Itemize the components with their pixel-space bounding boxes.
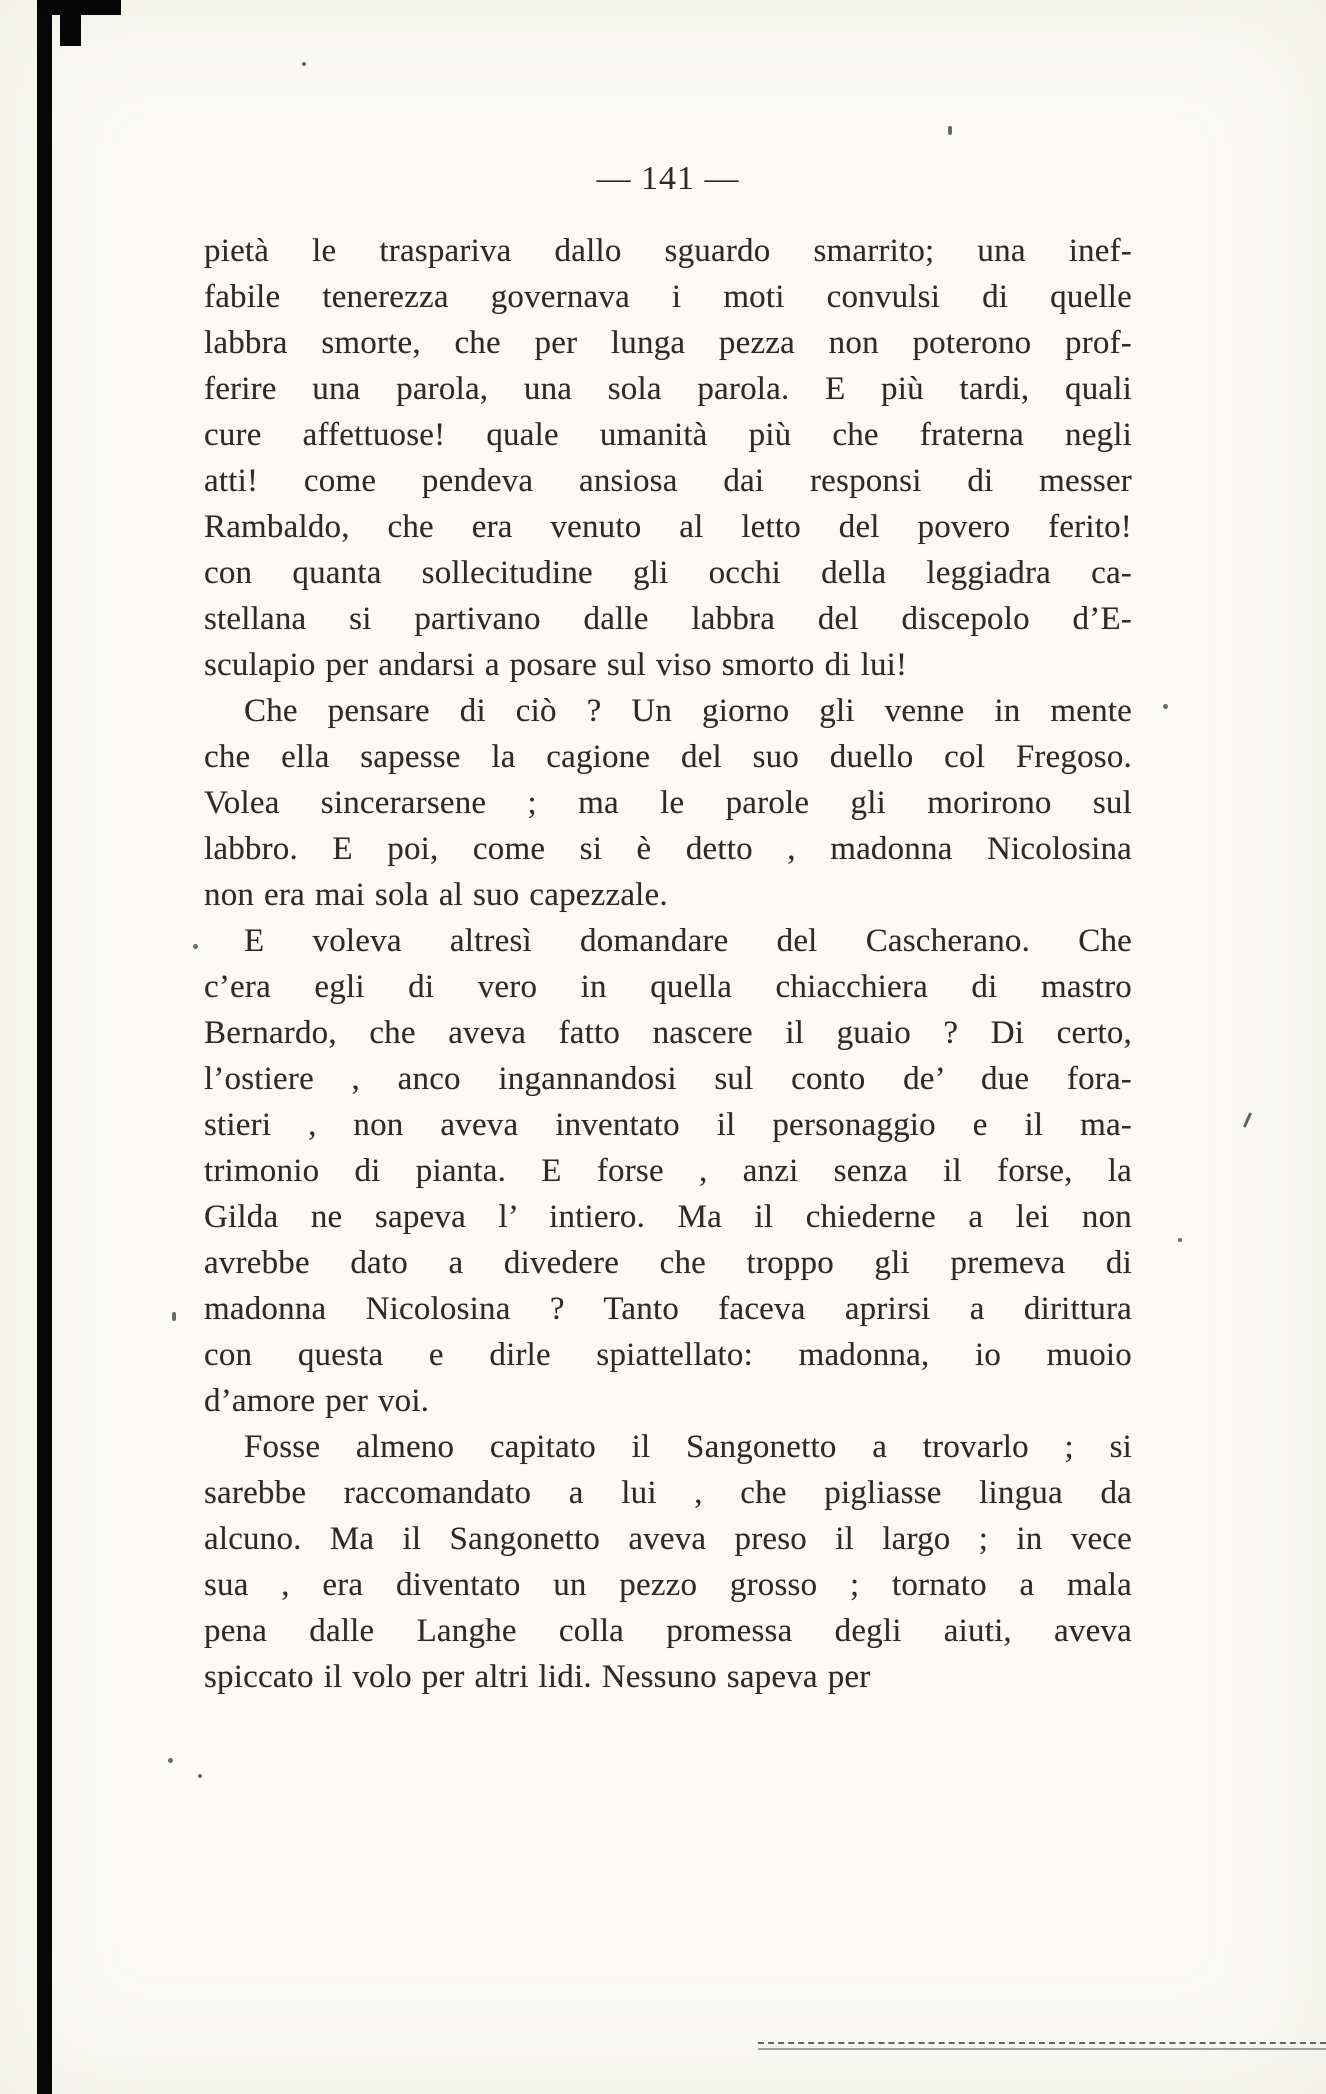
paragraph	[204, 918, 1132, 1424]
text-line: c’era egli di vero in quella chiacchiera di mastro	[204, 969, 1132, 1005]
text-line: Rambaldo, che era venuto al letto del povero ferito!	[204, 509, 1132, 545]
text-line: sculapio per andarsi a posare sul viso smorto di lui!	[204, 647, 908, 683]
text-line: E voleva altresì domandare del Cascherano. Che	[244, 923, 1132, 959]
text-line: Che pensare di ciò ? Un giorno gli venne in mente	[244, 693, 1132, 729]
ink-speck	[198, 1774, 202, 1778]
text-line: alcuno. Ma il Sangonetto aveva preso il largo ; in vece	[204, 1521, 1132, 1557]
page-edge-line	[758, 2042, 1326, 2052]
ink-speck	[1163, 704, 1168, 709]
text-line: pena dalle Langhe colla promessa degli aiuti, aveva	[204, 1613, 1132, 1649]
text-line: sarebbe raccomandato a lui , che pigliasse lingua da	[204, 1475, 1132, 1511]
text-line: cure affettuose! quale umanità più che fraterna negli	[204, 417, 1132, 453]
text-line: madonna Nicolosina ? Tanto faceva aprirsi a dirittura	[204, 1291, 1132, 1327]
text-line: pietà le traspariva dallo sguardo smarrito; una inef-	[204, 233, 1132, 269]
text-line: l’ostiere , anco ingannandosi sul conto de’ due fora-	[204, 1061, 1132, 1097]
page-number: — 141 —	[596, 160, 740, 197]
text-line: con quanta sollecitudine gli occhi della leggiadra ca-	[204, 555, 1132, 591]
text-line: stellana si partivano dalle labbra del discepolo d’E-	[204, 601, 1132, 637]
text-line: Bernardo, che aveva fatto nascere il guaio ? Di certo,	[204, 1015, 1132, 1051]
ink-speck	[193, 944, 198, 949]
page-text	[204, 228, 1132, 1700]
ink-speck	[172, 1312, 176, 1321]
text-line: d’amore per voi.	[204, 1383, 430, 1419]
ink-speck	[302, 62, 306, 66]
text-line: che ella sapesse la cagione del suo duello col Fregoso.	[204, 739, 1132, 775]
text-line: fabile tenerezza governava i moti convulsi di quelle	[204, 279, 1132, 315]
text-line: trimonio di pianta. E forse , anzi senza il forse, la	[204, 1153, 1132, 1189]
text-line: Gilda ne sapeva l’ intiero. Ma il chiederne a lei non	[204, 1199, 1132, 1235]
text-line: spiccato il volo per altri lidi. Nessuno sapeva per	[204, 1659, 871, 1695]
text-line: ferire una parola, una sola parola. E più tardi, quali	[204, 371, 1132, 407]
text-line: Fosse almeno capitato il Sangonetto a trovarlo ; si	[244, 1429, 1132, 1465]
paragraph	[204, 1424, 1132, 1700]
text-line: con questa e dirle spiattellato: madonna, io muoio	[204, 1337, 1132, 1373]
ink-speck	[1243, 1112, 1252, 1128]
text-line: labbro. E poi, come si è detto , madonna Nicolosina	[204, 831, 1132, 867]
ink-speck	[168, 1758, 173, 1763]
corner-ink-mark	[60, 0, 81, 46]
text-line: stieri , non aveva inventato il personaggio e il ma-	[204, 1107, 1132, 1143]
paragraph	[204, 228, 1132, 688]
binding-shadow-bar	[37, 0, 52, 2094]
text-line: atti! come pendeva ansiosa dai responsi di messer	[204, 463, 1132, 499]
ink-speck	[948, 126, 952, 135]
text-line: avrebbe dato a divedere che troppo gli premeva di	[204, 1245, 1132, 1281]
text-line: labbra smorte, che per lunga pezza non poterono prof-	[204, 325, 1132, 361]
text-line: non era mai sola al suo capezzale.	[204, 877, 668, 913]
text-line: Volea sincerarsene ; ma le parole gli morirono sul	[204, 785, 1132, 821]
text-line: sua , era diventato un pezzo grosso ; tornato a mala	[204, 1567, 1132, 1603]
paragraph	[204, 688, 1132, 918]
ink-speck	[1178, 1238, 1182, 1242]
